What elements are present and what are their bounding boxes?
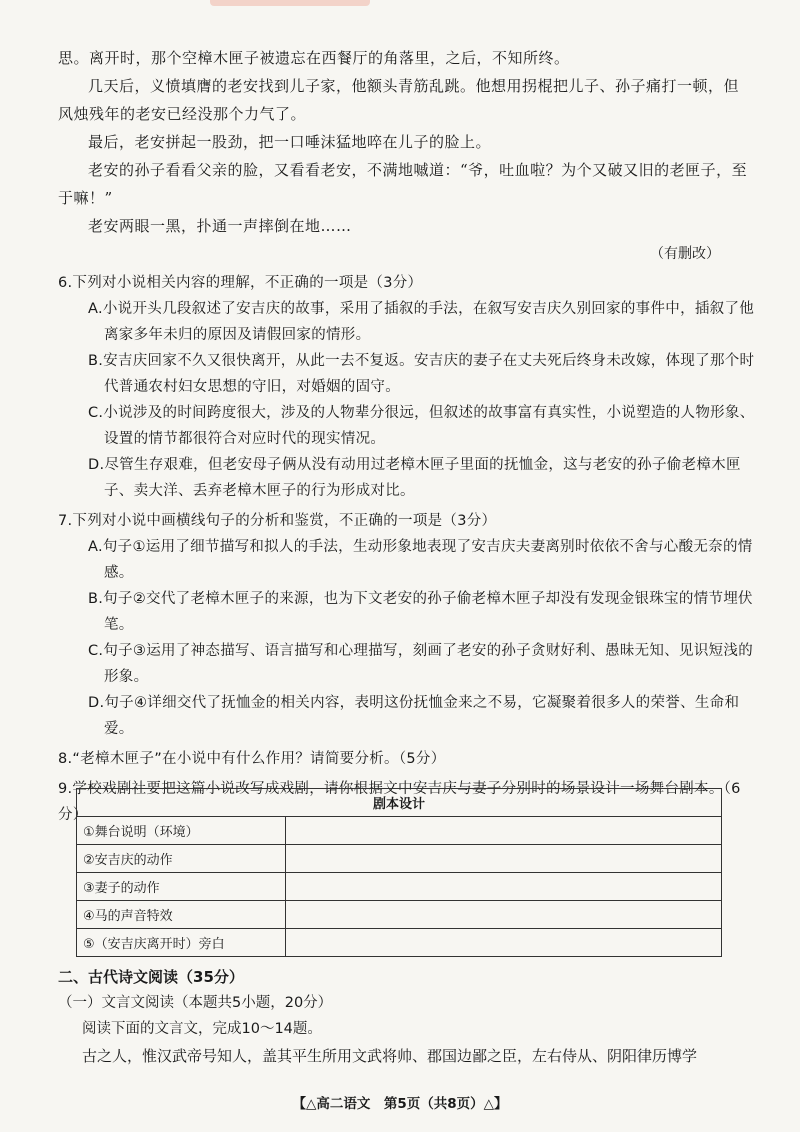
- table-row: [77, 929, 722, 957]
- question-stem: 6.下列对小说相关内容的理解，不正确的一项是（3分）: [58, 275, 423, 291]
- question-stem: 7.下列对小说中画横线句子的分析和鉴赏，不正确的一项是（3分）: [58, 513, 497, 529]
- answer-cell[interactable]: [286, 845, 722, 873]
- table-row: [77, 873, 722, 901]
- section-subtitle: （一）文言文阅读（本题共5小题，20分）: [58, 995, 333, 1011]
- row-label: ④马的声音特效: [77, 901, 286, 929]
- story-line: 老安两眼一黑，扑通一声摔倒在地……: [88, 217, 352, 235]
- option-d: D.句子④详细交代了抚恤金的相关内容，表明这份抚恤金来之不易，它凝聚着很多人的荣誉、生命和爱。: [88, 695, 740, 737]
- option-a: A.小说开头几段叙述了安吉庆的故事，采用了插叙的手法，在叙写安吉庆久别回家的事件中，插叙了他离家多年未归的原因及请假回家的情形。: [88, 301, 755, 343]
- story-line: 几天后，义愤填膺的老安找到儿子家，他额头青筋乱跳。他想用拐棍把儿子、孙子痛打一顿，但风烛残年的老安已经没那个力气了。: [58, 77, 740, 123]
- story-line: 老安的孙子看看父亲的脸，又看看老安，不满地嘁道：“爷，吐血啦？为个又破又旧的老匣子，至于嘛！”: [58, 161, 748, 207]
- story-line: 思。离开时，那个空樟木匣子被遗忘在西餐厅的角落里，之后，不知所终。: [58, 49, 570, 67]
- option-c: C.句子③运用了神态描写、语言描写和心理描写，刻画了老安的孙子贪财好利、愚昧无知、见识短浅的形象。: [88, 643, 754, 685]
- option-a: A.句子①运用了细节描写和拟人的手法，生动形象地表现了安吉庆夫妻离别时依依不舍与心酸无奈的情感。: [88, 539, 753, 581]
- row-label: ③妻子的动作: [77, 873, 286, 901]
- answer-cell[interactable]: [286, 873, 722, 901]
- table-row: [77, 901, 722, 929]
- question-stem: 8.“老樟木匣子”在小说中有什么作用？请简要分析。（5分）: [58, 751, 446, 767]
- answer-cell[interactable]: [286, 817, 722, 845]
- story-passage: [58, 44, 748, 240]
- option-c: C.小说涉及的时间跨度很大，涉及的人物辈分很远，但叙述的故事富有真实性，小说塑造的人物形象、设置的情节都很符合对应时代的现实情况。: [88, 405, 755, 447]
- section-instruction: 阅读下面的文言文，完成10～14题。: [82, 1021, 322, 1037]
- option-d: D.尽管生存艰难，但老安母子俩从没有动用过老樟木匣子里面的抚恤金，这与老安的孙子偷老樟木匣子、卖大洋、丢弃老樟木匣子的行为形成对比。: [88, 457, 741, 499]
- question-8: [58, 746, 758, 772]
- question-stem: 9.学校戏剧社要把这篇小说改写成戏剧，请你根据文中安吉庆与妻子分别时的场景设计一场舞台剧本。（6分）: [58, 781, 741, 823]
- question-7: [58, 508, 758, 742]
- option-b: B.句子②交代了老樟木匣子的来源，也为下文老安的孙子偷老樟木匣子却没有发现金银珠宝的情节埋伏笔。: [88, 591, 753, 633]
- top-edge-mark: [210, 0, 370, 6]
- table-row: [77, 817, 722, 845]
- question-6: [58, 270, 758, 504]
- classical-section: [58, 964, 758, 1070]
- page-footer: 【△高二语文 第5页（共8页）△】: [292, 1096, 508, 1112]
- row-label: ⑤（安吉庆离开时）旁白: [77, 929, 286, 957]
- table-header-row: [77, 789, 722, 817]
- script-design-table: [76, 788, 722, 957]
- section-title: 二、古代诗文阅读（35分）: [58, 968, 244, 986]
- option-b: B.安吉庆回家不久又很快离开，从此一去不复返。安吉庆的妻子在丈夫死后终身未改嫁，体现了那个时代普通农村妇女思想的守旧，对婚姻的固守。: [88, 353, 755, 395]
- story-line: 最后，老安拼起一股劲，把一口唾沫猛地啐在儿子的脸上。: [88, 133, 492, 151]
- source-note: （有删改）: [650, 246, 720, 262]
- question-list: [58, 266, 758, 828]
- classical-text: 古之人，惟汉武帝号知人，盖其平生所用文武将帅、郡国边鄙之臣，左右侍从、阴阳律历博学: [82, 1047, 698, 1065]
- row-label: ②安吉庆的动作: [77, 845, 286, 873]
- answer-cell[interactable]: [286, 929, 722, 957]
- table-header: 剧本设计: [77, 789, 722, 817]
- table-row: [77, 845, 722, 873]
- row-label: ①舞台说明（环境）: [77, 817, 286, 845]
- answer-cell[interactable]: [286, 901, 722, 929]
